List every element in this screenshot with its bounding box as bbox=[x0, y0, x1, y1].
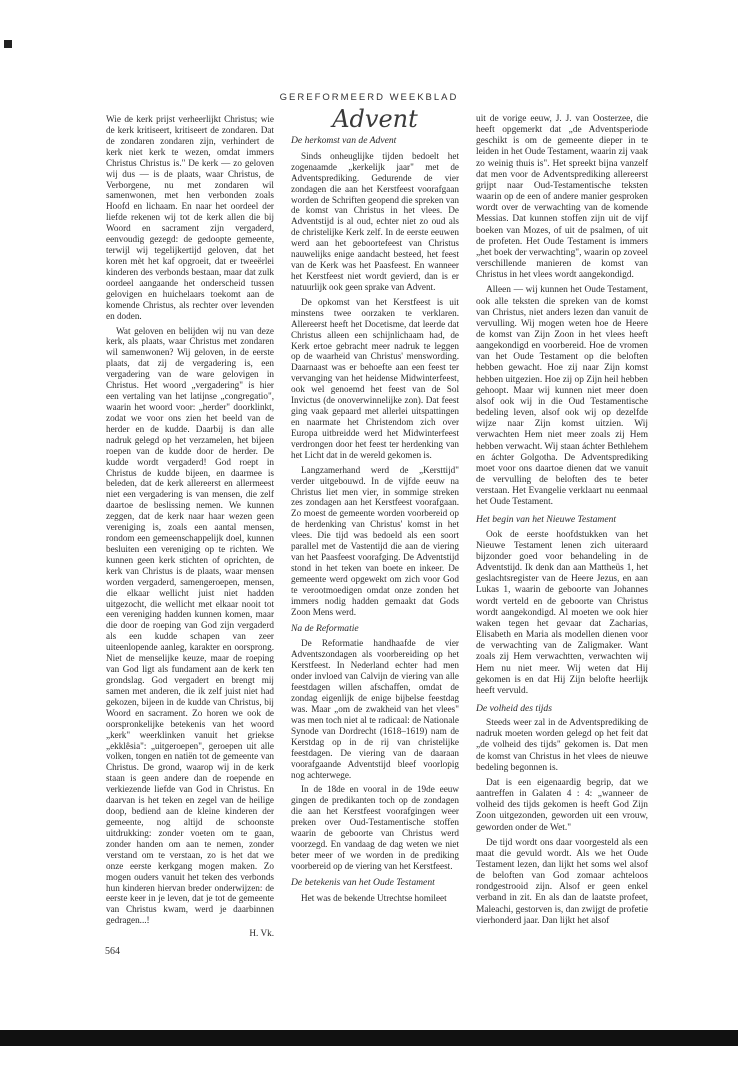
col3-paragraph: De tijd wordt ons daar voorgesteld als een maat die gevuld wordt. Als we het Oude Testament lezen, dan lijkt het soms wel alsof de beloften van God zomaar achteloos rondgestrooid zijn. Alsof er geen enkel verband in zit. En als dan de laatste profeet, Maleachi, gestorven is, dan zwijgt de profetie vierhonderd jaar. Dan lijkt het alsof bbox=[476, 837, 648, 926]
column-3 bbox=[476, 114, 648, 931]
col3-paragraph: Ook de eerste hoofdstukken van het Nieuwe Testament lenen zich uiteraard bijzonder goed voor behandeling in de Adventstijd. Ik denk dan aan Mattheüs 1, het geslachtsregister van de Heere Jezus, en aan Lukas 1, waarin de geboorte van Johannes wordt verteld en de geboorte van Christus wordt aangekondigd. Al moeten we ook hier waken tegen het gevaar dat Zacharias, Elisabeth en Maria als modellen dienen voor de verwachting van de Zaligmaker. Want zoals zij Hem verwachtten, verwachten wij Hem nu niet meer. Wij weten dat Hij gekomen is en dat Hij Zijn belofte heerlijk heeft vervuld. bbox=[476, 529, 648, 696]
col2-paragraph: De Reformatie handhaafde de vier Adventszondagen als voorbereiding op het Kerstfeest. In Nederland echter had men onder invloed van Calvijn de viering van alle feestdagen willen afschaffen, omdat de zondag eigenlijk de enige bijbelse feestdag was. Maar „om de zwakheid van het vlees" was men toch niet al te radicaal: de Nationale Synode van Dordrecht (1618–1619) nam de Kerstdag op in de rij van christelijke feestdagen. De viering van de daaraan voorafgaande Adventstijd bleef voorlopig nog achterwege. bbox=[291, 638, 459, 780]
page-number: 564 bbox=[105, 946, 120, 957]
column-1 bbox=[106, 114, 274, 939]
col2-paragraph: Het was de bekende Utrechtse homileet bbox=[301, 892, 447, 903]
col2-paragraph: Langzamerhand werd de „Kersttijd" verder uitgebouwd. In de vijfde eeuw na Christus liet men vier, in sommige streken zes zondagen aan het Kerstfeest voorafgaan. Zo moest de gemeente worden voorbereid op de herdenking van Christus' komst in het vlees. Die tijd was bedoeld als een soort parallel met de Vastentijd die aan de viering van het Paasfeest voorafging. De Adventstijd stond in het teken van boete en inkeer. De gemeente werd opgewekt om zich voor God te verootmoedigen omdat onze zonden het immers nodig hadden gemaakt dat Gods Zoon Mens werd. bbox=[291, 464, 459, 617]
subheading: De herkomst van de Advent bbox=[291, 134, 397, 146]
col2-paragraph: De opkomst van het Kerstfeest is uit minstens twee oorzaken te verklaren. Allereerst heeft het Docetisme, dat leerde dat Christus alleen een schijnlichaam had, de Kerk ertoe gebracht meer nadruk te leggen op de waarheid van Christus' menswording. Daarnaast was er behoefte aan een feest ter vervanging van het heidense Midwinterfeest, ook wel genoemd het feest van de Sol Invictus (de onoverwinnelijke zon). Dat feest ging vaak gepaard met allerlei uitspattingen en naarmate het Christendom zich over Europa uitbreidde werd het Midwinterfeest verdrongen door het feest ter herdenking van het Licht dat in de wereld gekomen is. bbox=[291, 296, 459, 460]
subheading: Na de Reformatie bbox=[291, 622, 359, 634]
page-header: GEREFORMEERD WEEKBLAD bbox=[279, 92, 459, 103]
col3-paragraph: uit de vorige eeuw, J. J. van Oosterzee, die heeft opgemerkt dat „de Adventsperiode geschikt is om de gemeente dieper in te leiden in het Oude Testament, waarin zij vaak zo weinig thuis is". Het spreekt bijna vanzelf dat men voor de Adventsprediking allereerst grijpt naar Oud-Testamentische teksten waarin op de een of andere manier gesproken wordt over de verwachting van de komende Messias. Dat kunnen stoffen zijn uit de vijf boeken van Mozes, of uit de psalmen, of uit de profeten. Het Oude Testament is immers „het boek der verwachting", waarin op zoveel verschillende manieren de komst van Christus in het vlees wordt aangekondigd. bbox=[476, 114, 648, 281]
column-2 bbox=[291, 105, 459, 908]
col2-paragraph: Sinds onheuglijke tijden bedoelt het zogenaamde „kerkelijk jaar" met de Adventsprediking. Gedurende de vier zondagen die aan het Kerstfeest voorafgaan worden de Schriften geopend die spreken van de komst van Christus in het vlees. De Adventstijd is al oud, echter niet zo oud als de christelijke Kerk zelf. In de eerste eeuwen werd aan het geboortefeest van Christus nauwelijks enige aandacht besteed, het feest van de Kerk was het Paasfeest. En wanneer het Kerstfeest niet wordt gevierd, dan is er natuurlijk ook geen sprake van Advent. bbox=[291, 150, 459, 292]
corner-mark bbox=[4, 40, 12, 48]
col3-paragraph: Alleen — wij kunnen het Oude Testament, ook alle teksten die spreken van de komst van Christus, niet anders lezen dan vanuit de vervulling. Wij mogen weten hoe de Heere de komst van Zijn Zoon in het vlees heeft aangekondigd en voorbereid. Hoe de vromen van het Oude Testament op die beloften hebben gewacht. Hoe zij naar Zijn komst hebben uitgezien. Hoe zij op Zijn heil hebben gehoopt. Maar wij kunnen niet meer doen alsof ook wij in die Oud Testamentische bedeling leven, alsof ook wij op dezelfde wijze naar Zijn komst uitzien. Wij verwachten Hem niet meer zoals zij Hem hebben verwacht. Wij staan áchter Bethlehem en áchter Golgotha. De Adventsprediking moet voor ons daartoe dienen dat we vanuit de vervulling de beloften des te beter verstaan. Het Evangelie verklaart nu eenmaal het Oude Testament. bbox=[476, 285, 648, 508]
subheading: De betekenis van het Oude Testament bbox=[291, 876, 435, 888]
scan-border bbox=[0, 1030, 738, 1046]
col1-paragraph: Wat geloven en belijden wij nu van deze kerk, als plaats, waar Christus met zondaren wil samenwonen? Wij geloven, in de eerste plaats, dat zij de vergadering is, een vergadering van de ware gelovigen in Christus. Het woord „vergadering" is hier een vertaling van het latijnse „congregatio", waarin het woord voor: „herder" doorklinkt, zodat we voor ons zien het beeld van de herder en de kudde. Daarbij is dan alle nadruk gelegd op het verzamelen, het bijeen roepen van de kudde door de herder. De kudde wordt vergaderd! God roept in Christus de kudde bijeen, en daarmee is beleden, dat de kerk allereerst en allermeest niet een vergadering is van mensen, die zelf daartoe de beslissing nemen. We kunnen zeggen, dat de kerk naar haar wezen geen vereniging is, zoals een aantal mensen, rondom een gemeenschappelijk doel, kunnen besluiten een vereniging op te richten. We kunnen geen kerk stichten of oprichten, de kerk van Christus is de plaats, waar mensen worden vergaderd, samengeroepen, mensen, die elkaar wellicht juist niet hadden uitgezocht, die wellicht met elkaar nooit tot een vereniging hadden kunnen komen, maar die door de roeping van God zijn vergaderd als een kudde schapen van zeer uiteenlopende aanleg, karakter en oorsprong. Niet de menselijke keuze, maar de roeping van God ligt als fundament aan de kerk ten grondslag. God vergadert en brengt mij samen met anderen, die ik zelf juist niet had gekozen, bijeen in de kudde van Christus, bij Woord en sacrament. Zo horen we ook de oorspronkelijke betekenis van het woord „kerk" weerklinken vanuit het griekse „ekklêsia": „uitgeroepen", geroepen uit alle volken, tongen en natiën tot de gemeente van Christus. De grond, waarop wij in de kerk staan is geen andere dan de roepende en verkiezende liefde van God in Christus. En daarvan is het teken en zegel van de heilige doop, bediend aan de kleine kinderen der gemeente, nog altijd de schoonste uitdrukking: zonder voeten om te gaan, zonder handen om aan te nemen, zonder verstand om te verstaan, zo is het dat we onze eerste kerkgang mogen maken. Zo mogen ouders vanuit het teken des verbonds hun kinderen hiervan breder onderwijzen: de eerste keer in je leven, dat je tot de gemeente van Christus kwam, werd je daarbinnen gedragen...! bbox=[106, 325, 274, 926]
col2-paragraph: In de 18de en vooral in de 19de eeuw gingen de predikanten toch op de zondagen die aan het Kerstfeest voorafgingen weer preken over Oud-Testamentische stoffen waarin de geboorte van Christus werd voorzegd. En vandaag de dag weten we niet beter meer of we worden in de prediking voorbereid op de viering van het Kerstfeest. bbox=[291, 784, 459, 871]
col1-paragraph: Wie de kerk prijst verheerlijkt Christus; wie de kerk kritiseert, kritiseert de zondaren. Dat de zondaren zondaren zijn, verhindert de kerk niet kerk te wezen, omdat immers Christus Christus is." De kerk — zo geloven wij dus — is de plaats, waar Christus, de Verborgene, nu met zondaren wil samenwonen, met hen verbonden zoals Hoofd en lichaam. En naar het oordeel der liefde rekenen wij tot de kerk allen die bij Woord en sacrament zijn vergaderd, eenvoudig gezegd: de gedoopte gemeente, terwijl wij tegelijkertijd geloven, dat het koren mèt het kaf opgroeit, dat er tweeërlei kinderen des verbonds bestaan, maar dat zulk oordeel aangaande het onderscheid tussen gelovigen en huichelaars toekomt aan de komende Christus, als rechter over levenden en doden. bbox=[106, 114, 274, 321]
col3-paragraph: Steeds weer zal in de Adventsprediking de nadruk moeten worden gelegd op het feit dat „de volheid des tijds" gekomen is. Dat men de komst van Christus in het vlees de nieuwe bedeling begonnen is. bbox=[476, 718, 648, 773]
col3-paragraph: Dat is een eigenaardig begrip, dat we aantreffen in Galaten 4 : 4: „wanneer de volheid des tijds gekomen is heeft God Zijn Zoon uitgezonden, geworden uit een vrouw, geworden onder de Wet." bbox=[476, 777, 648, 833]
subheading: Het begin van het Nieuwe Testament bbox=[476, 514, 617, 526]
subheading: De volheid des tijds bbox=[476, 702, 552, 714]
article-title-wrap bbox=[291, 105, 459, 133]
article-title: Advent bbox=[332, 105, 418, 133]
signature: H. Vk. bbox=[249, 928, 274, 939]
